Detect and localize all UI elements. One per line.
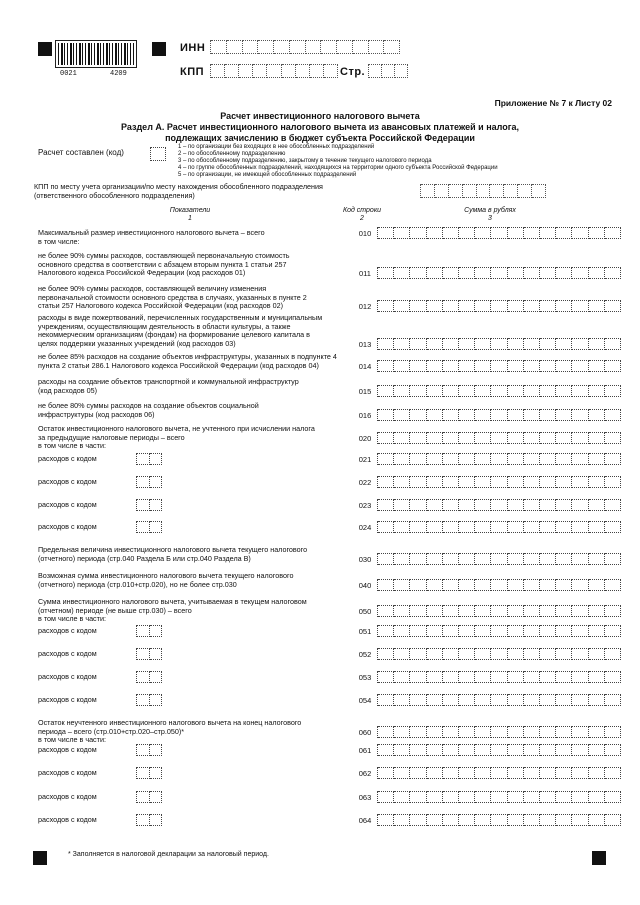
row-label-line: инфраструктуры (код расходов 06) [38, 409, 155, 419]
barcode-image [55, 40, 137, 68]
sum-field[interactable] [377, 579, 621, 591]
barcode-number-left: 0021 [60, 70, 77, 78]
row-code: 051 [358, 627, 372, 636]
row-label-line: (отчетного) периода (стр.010+стр.020), но не более стр.030 [38, 579, 237, 589]
row-label-line: Возможная сумма инвестиционного налогового вычета текущего налогового [38, 571, 294, 580]
row-label-line: расходов с кодом [38, 477, 97, 486]
row-code: 062 [358, 769, 372, 778]
sum-field[interactable] [377, 791, 621, 803]
row-code: 061 [358, 746, 372, 755]
kpp-place-label-1: КПП по месту учета организации/по месту нахождения обособленного подразделения [34, 182, 323, 191]
kpp-place-label-2: (ответственного обособленного подразделения) [34, 191, 195, 200]
row-label-line: Остаток неучтенного инвестиционного налогового вычета на конец налогового [38, 718, 302, 727]
sum-field[interactable] [377, 625, 621, 637]
row-label-line: целях поддержки указанных учреждений (код расходов 03) [38, 338, 236, 348]
expense-code-field[interactable] [136, 453, 162, 465]
expense-code-field[interactable] [136, 814, 162, 826]
row-label-line: не более 80% суммы расходов на создание объектов социальной [38, 401, 259, 410]
sum-field[interactable] [377, 409, 621, 421]
row-label-line: Налогового кодекса Российской Федерации (код расходов 01) [38, 268, 246, 278]
row-code: 011 [359, 269, 371, 279]
row-label-line: расходов с кодом [38, 672, 97, 681]
kpp-field[interactable] [210, 64, 338, 78]
sum-field[interactable] [377, 744, 621, 756]
sum-field[interactable] [377, 300, 621, 312]
expense-code-field[interactable] [136, 671, 162, 683]
sum-field[interactable] [377, 648, 621, 660]
row-code: 040 [358, 580, 372, 590]
row-label-line: (отчетном) периоде (не выше стр.030) – всего [38, 605, 192, 615]
composed-option-3: 3 – по обособленному подразделению, закрытому в течение текущего налогового периода [178, 158, 432, 164]
row-label-line: в том числе в части: [38, 614, 106, 624]
expense-code-field[interactable] [136, 694, 162, 706]
composed-option-4: 4 – по группе обособленных подразделений, находящихся на территории одного субъекта Российской Федерации [178, 165, 498, 171]
section-title: Раздел А. Расчет инвестиционного налогового вычета из авансовых платежей и налога, [121, 122, 519, 132]
row-code: 052 [358, 650, 372, 659]
composed-code-field[interactable] [150, 147, 166, 161]
row-code: 013 [358, 339, 372, 349]
expense-code-field[interactable] [136, 521, 162, 533]
row-code: 016 [358, 410, 372, 420]
inn-label: ИНН [180, 42, 206, 54]
registration-marker-bottom-left [33, 851, 47, 865]
expense-code-field[interactable] [136, 648, 162, 660]
page-label: Стр. [340, 66, 366, 78]
row-code: 010 [358, 229, 372, 238]
expense-code-field[interactable] [136, 791, 162, 803]
row-label-line: в том числе: [38, 236, 80, 246]
row-code: 024 [358, 523, 372, 532]
row-code: 012 [358, 302, 372, 312]
composed-option-5: 5 – по организации, не имеющей обособленных подразделений [178, 172, 357, 178]
row-label-line: расходов с кодом [38, 649, 97, 658]
composed-code-label: Расчет составлен (код) [38, 148, 124, 157]
sum-field[interactable] [377, 453, 621, 465]
row-label-line: расходов с кодом [38, 695, 97, 704]
row-label-line: некоммерческим организациям (фондам) на формирование целевого капитала в [38, 330, 310, 340]
composed-option-1: 1 – по организации без входящих в нее обособленных подразделений [178, 144, 375, 150]
inn-field[interactable] [210, 40, 400, 54]
row-label-line: учреждениям, осуществляющим деятельность в области культуры, а также [38, 321, 291, 331]
row-code: 014 [358, 361, 372, 371]
composed-option-2: 2 – по обособленному подразделению [178, 151, 286, 157]
row-label-line: за предыдущие налоговые периоды – всего [38, 432, 185, 442]
expense-code-field[interactable] [136, 476, 162, 488]
row-code: 053 [358, 673, 372, 682]
expense-code-field[interactable] [136, 744, 162, 756]
expense-code-field[interactable] [136, 499, 162, 511]
sum-field[interactable] [377, 605, 621, 617]
sum-field[interactable] [377, 521, 621, 533]
row-code: 022 [358, 478, 372, 487]
row-code: 030 [358, 554, 372, 564]
row-code: 050 [358, 606, 372, 616]
registration-marker-bottom-right [592, 851, 606, 865]
page-number-field[interactable] [368, 64, 408, 78]
sum-field[interactable] [377, 499, 621, 511]
row-code: 060 [358, 727, 372, 737]
row-code: 023 [358, 501, 372, 510]
row-label-line: Максимальный размер инвестиционного налогового вычета – всего [38, 228, 265, 237]
row-label-line: расходы на создание объектов транспортной и коммунальной инфраструктур [38, 377, 299, 386]
registration-marker-top-right [152, 42, 166, 56]
sum-field[interactable] [377, 360, 621, 372]
row-label-line: расходов с кодом [38, 454, 97, 463]
row-label-line: Сумма инвестиционного налогового вычета, учитываемая в текущем налоговом [38, 597, 307, 606]
row-label-line: расходов с кодом [38, 626, 97, 635]
row-code: 021 [358, 455, 372, 464]
kpp-label: КПП [180, 66, 205, 78]
appendix-label: Приложение № 7 к Листу 02 [494, 98, 612, 108]
row-label-line: не более 90% суммы расходов, составляющей первоначальную стоимость [38, 251, 290, 260]
sum-field[interactable] [377, 432, 621, 444]
row-label-line: расходов с кодом [38, 792, 97, 801]
row-label-line: расходов с кодом [38, 500, 97, 509]
row-label-line: статьи 257 Налогового кодекса Российской Федерации (код расходов 02) [38, 301, 284, 311]
row-label-line: не более 90% суммы расходов, составляющей величину изменения [38, 284, 267, 293]
sum-field[interactable] [377, 814, 621, 826]
row-label-line: пункта 2 статьи 286.1 Налогового кодекса Российской Федерации (код расходов 04) [38, 360, 319, 370]
row-label-line: Остаток инвестиционного налогового вычета, не учтенного при исчислении налога [38, 424, 315, 433]
sum-field[interactable] [377, 767, 621, 779]
row-label-line: (отчетного) периода (стр.040 Раздела Б или стр.040 Раздела В) [38, 553, 251, 563]
row-code: 020 [358, 433, 372, 443]
sum-field[interactable] [377, 694, 621, 706]
row-label-line: первоначальной стоимости основного средства в случаях, указанных в пункте 2 [38, 292, 307, 302]
sum-field[interactable] [377, 385, 621, 397]
row-label-line: (код расходов 05) [38, 385, 97, 395]
row-label-line: Предельная величина инвестиционного налогового вычета текущего налогового [38, 545, 308, 554]
row-label-line: расходов с кодом [38, 745, 97, 754]
row-label-line: периода – всего (стр.010+стр.020–стр.050)* [38, 726, 185, 736]
column-header-indicators: Показатели 1 [169, 207, 211, 222]
row-label-line: расходы в виде пожертвований, перечисленных государственным и муниципальным [38, 313, 323, 322]
sum-field[interactable] [377, 476, 621, 488]
sum-field[interactable] [377, 338, 621, 350]
sum-field[interactable] [377, 671, 621, 683]
row-label-line: не более 85% расходов на создание объектов инфраструктуры, указанных в подпункте 4 [38, 352, 337, 361]
sum-field[interactable] [377, 267, 621, 279]
kpp-place-field[interactable] [420, 184, 546, 198]
row-code: 064 [358, 816, 372, 825]
row-code: 054 [358, 696, 372, 705]
footnote: * Заполняется в налоговой декларации за налоговый период. [68, 851, 269, 858]
sum-field[interactable] [377, 726, 621, 738]
row-label-line: в том числе в части: [38, 735, 106, 745]
row-label-line: в том числе в части: [38, 441, 106, 451]
row-label-line: расходов с кодом [38, 815, 97, 824]
sum-field[interactable] [377, 227, 621, 239]
expense-code-field[interactable] [136, 625, 162, 637]
column-header-code: Код строки 2 [342, 207, 382, 222]
composed-code-options [178, 144, 498, 179]
column-header-sum: Сумма в рублях 3 [464, 207, 516, 222]
row-label-line: расходов с кодом [38, 768, 97, 777]
registration-marker-top-left [38, 42, 52, 56]
section-subtitle: подлежащих зачислению в бюджет субъекта Российской Федерации [165, 133, 475, 143]
form-title: Расчет инвестиционного налогового вычета [220, 111, 420, 121]
row-code: 015 [358, 386, 372, 396]
row-label-line: расходов с кодом [38, 522, 97, 531]
expense-code-field[interactable] [136, 767, 162, 779]
sum-field[interactable] [377, 553, 621, 565]
row-label-line: основного средства в соответствии с абзацем вторым пункта 1 статьи 257 [38, 259, 287, 269]
row-code: 063 [358, 793, 372, 802]
barcode-number-right: 4209 [110, 70, 127, 78]
